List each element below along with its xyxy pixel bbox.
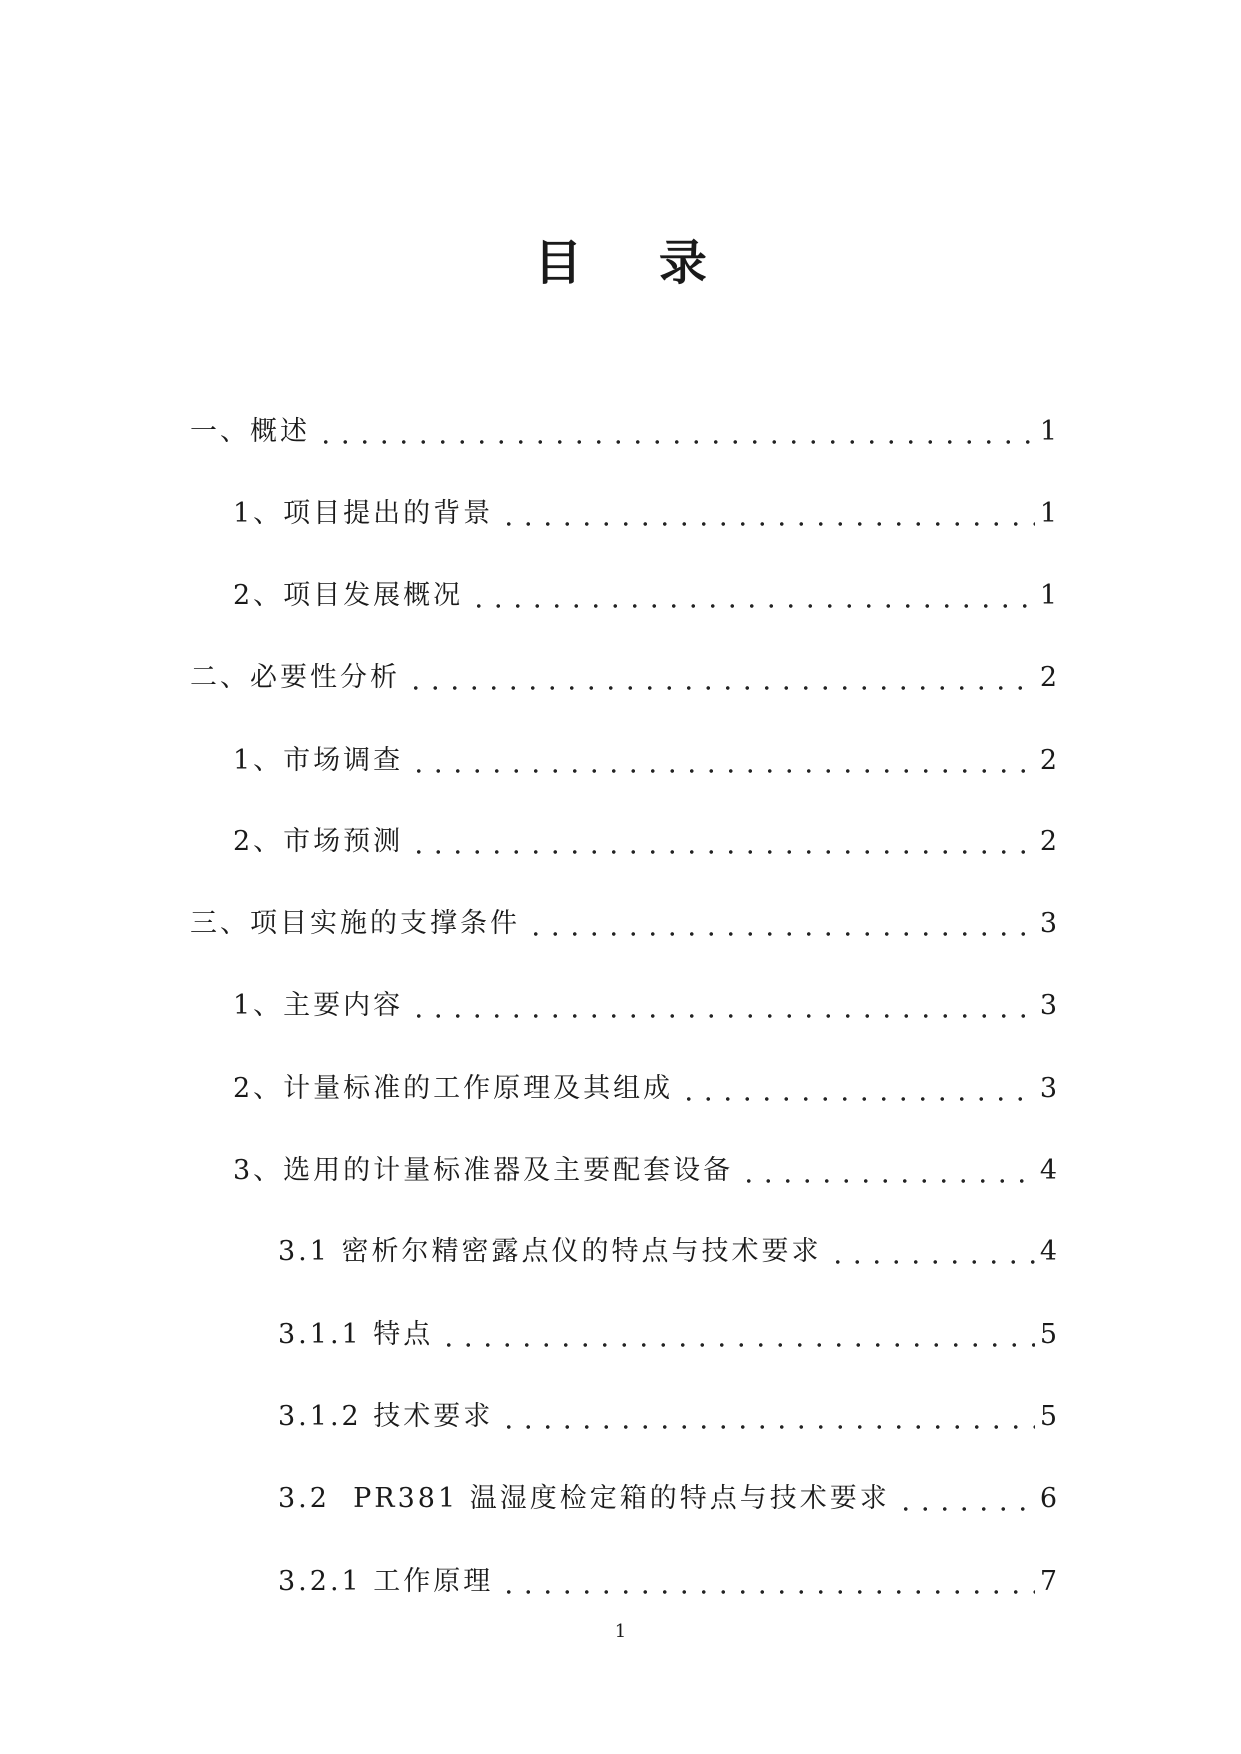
footer-page-number: 1 <box>614 1621 627 1642</box>
toc-page-number: 2 <box>1039 826 1057 857</box>
toc-entry-label: 1、主要内容 <box>233 990 404 1021</box>
toc-entry-dewpoint-meter[interactable] <box>278 1232 1057 1272</box>
toc-page-number: 3 <box>1039 908 1057 939</box>
dot-leader <box>409 986 1035 1026</box>
dot-leader <box>828 1232 1035 1272</box>
toc-entry-features[interactable] <box>278 1315 1057 1355</box>
toc-page-number: 4 <box>1039 1236 1057 1267</box>
toc-page-number: 6 <box>1039 1483 1057 1514</box>
toc-entry-label: 2、市场预测 <box>233 826 404 857</box>
toc-page-number: 1 <box>1039 498 1057 529</box>
toc-page-number: 2 <box>1039 745 1057 776</box>
dot-leader <box>409 741 1035 781</box>
dot-leader <box>469 576 1035 616</box>
page-title: 目 录 <box>534 235 737 291</box>
toc-page-number: 4 <box>1039 1155 1057 1186</box>
toc-entry-label: 3.1.2 技术要求 <box>278 1401 494 1432</box>
toc-page-number: 3 <box>1039 1073 1057 1104</box>
toc-entry-standard-equipment[interactable] <box>233 1151 1057 1191</box>
toc-entry-support-conditions[interactable] <box>190 904 1057 944</box>
toc-entry-necessity[interactable] <box>190 658 1057 698</box>
dot-leader <box>406 658 1035 698</box>
toc-entry-working-principle[interactable] <box>233 1069 1057 1109</box>
toc-entry-label: 3.1 密析尔精密露点仪的特点与技术要求 <box>278 1236 822 1267</box>
dot-leader <box>499 494 1035 534</box>
dot-leader <box>316 412 1035 452</box>
toc-page-number: 1 <box>1039 580 1057 611</box>
toc-entry-label: 3.1.1 特点 <box>278 1319 434 1350</box>
dot-leader <box>739 1151 1035 1191</box>
dot-leader <box>526 904 1035 944</box>
toc-entry-main-content[interactable] <box>233 986 1057 1026</box>
toc-entry-label: 二、必要性分析 <box>190 662 400 693</box>
toc-entry-label: 1、项目提出的背景 <box>233 498 494 529</box>
dot-leader <box>679 1069 1035 1109</box>
toc-entry-label: 3.2.1 工作原理 <box>278 1566 494 1597</box>
dot-leader <box>409 822 1035 862</box>
toc-entry-calibration-chamber[interactable] <box>278 1479 1057 1519</box>
dot-leader <box>499 1562 1035 1602</box>
toc-entry-background[interactable] <box>233 494 1057 534</box>
dot-leader <box>896 1479 1035 1519</box>
toc-entry-market-survey[interactable] <box>233 741 1057 781</box>
toc-page-number: 5 <box>1039 1319 1057 1350</box>
dot-leader <box>439 1315 1035 1355</box>
dot-leader <box>499 1397 1035 1437</box>
toc-entry-chamber-principle[interactable] <box>278 1562 1057 1602</box>
toc-page-number: 3 <box>1039 990 1057 1021</box>
toc-page-number: 2 <box>1039 662 1057 693</box>
toc-entry-market-forecast[interactable] <box>233 822 1057 862</box>
toc-page-number: 7 <box>1039 1566 1057 1597</box>
toc-entry-label: 三、项目实施的支撑条件 <box>190 908 520 939</box>
toc-entry-development[interactable] <box>233 576 1057 616</box>
toc-entry-label: 1、市场调查 <box>233 745 404 776</box>
toc-entry-label: 3.2 PR381 温湿度检定箱的特点与技术要求 <box>278 1483 890 1514</box>
toc-entry-label: 2、计量标准的工作原理及其组成 <box>233 1073 674 1104</box>
toc-page-number: 5 <box>1039 1401 1057 1432</box>
toc-entry-technical-requirements[interactable] <box>278 1397 1057 1437</box>
toc-entry-label: 3、选用的计量标准器及主要配套设备 <box>233 1155 734 1186</box>
toc-entry-label: 2、项目发展概况 <box>233 580 464 611</box>
toc-entry-overview[interactable] <box>190 412 1057 452</box>
toc-page-number: 1 <box>1039 416 1057 447</box>
toc-entry-label: 一、概述 <box>190 416 310 447</box>
